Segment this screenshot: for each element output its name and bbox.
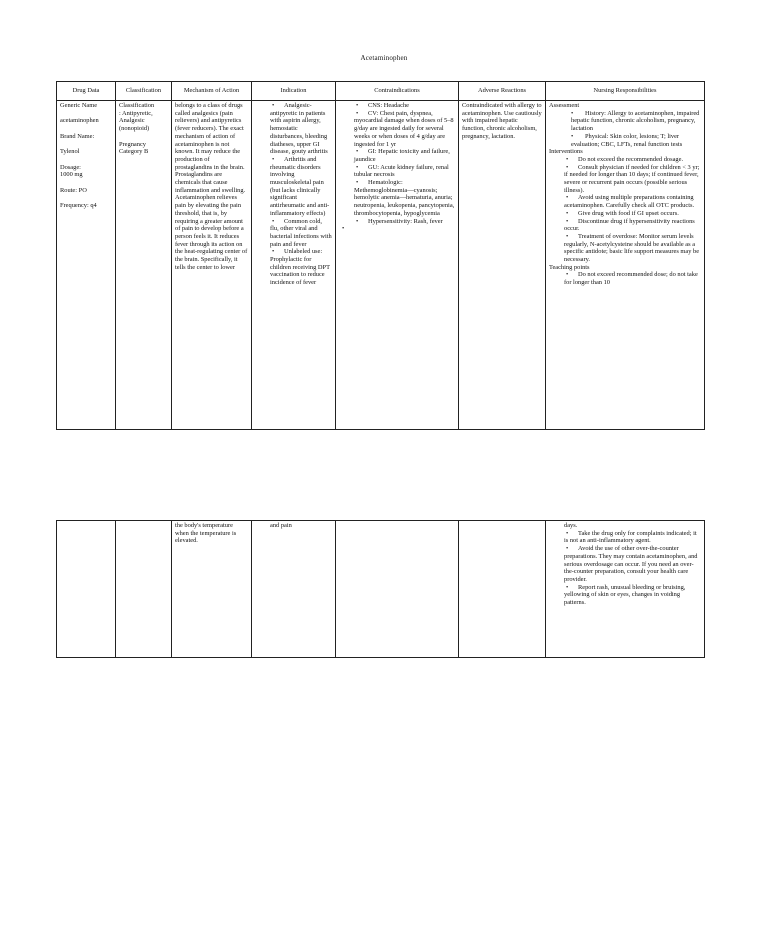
dosage-value: 1000 mg xyxy=(60,171,83,179)
classification-antipyretic: : Antipyretic, xyxy=(119,109,153,117)
interventions-label: Interventions xyxy=(549,148,583,156)
indication-cell xyxy=(252,521,336,658)
header-drug-data: Drug Data xyxy=(57,82,116,101)
drug-table xyxy=(56,81,705,430)
header-mechanism: Mechanism of Action xyxy=(172,82,252,101)
nursing-cell xyxy=(546,101,705,430)
header-contraindications: Contraindications xyxy=(336,82,459,101)
classification-analgesic: Analgesic xyxy=(119,117,145,125)
contraindication-item: • CV: Chest pain, dyspnea, myocardial damage when doses of 5–8 g/day are ingested daily for several weeks or when doses of 4 g/day are ingested for 1 yr xyxy=(339,110,455,149)
header-indication: Indication xyxy=(252,82,336,101)
contraindications-cell xyxy=(336,521,459,658)
teaching-item: • Take the drug only for complaints indicated; it is not an anti-inflammatory agent. xyxy=(549,530,701,545)
assessment-item: • History: Allergy to acetaminophen, impaired hepatic function, chronic alcoholism, pregnancy, lactation xyxy=(549,110,701,133)
contraindication-item: • GU: Acute kidney failure, renal tubular necrosis xyxy=(339,164,455,179)
header-classification: Classification xyxy=(116,82,172,101)
mechanism-cell: belongs to a class of drugs called analgesics (pain relievers) and antipyretics (fever reducers). The exact mechanism of action of acetaminophen is not known. It may reduce the production of prostaglandins in the brain. Prostaglandins are chemicals that cause inflammation and swelling. Acetaminophen relieves pain by elevating the pain threshold, that is, by requiring a greater amount of pain to develop before a person feels it. It reduces fever through its action on the heat-regulating center of the brain. Specifically, it tells the center to lower xyxy=(172,101,252,430)
indication-item: • Arthritis and rheumatic disorders involving musculoskeletal pain (but lacks clinically significant antirheumatic and anti-inflammatory effects) xyxy=(255,156,332,218)
classification-cell xyxy=(116,521,172,658)
intervention-item: • Consult physician if needed for children < 3 yr; if needed for longer than 10 days; if continued fever, severe or recurrent pain occurs (possible serious illness). xyxy=(549,164,701,195)
pregnancy-label: Pregnancy xyxy=(119,140,146,148)
indication-cell xyxy=(252,101,336,430)
teaching-item: • Report rash, unusual bleeding or bruising, yellowing of skin or eyes, changes in voiding patterns. xyxy=(549,584,701,607)
document-title: Acetaminophen xyxy=(360,54,408,62)
drug-table-continued xyxy=(56,520,705,658)
contraindication-item: • Hypersensitivity: Rash, fever xyxy=(339,218,455,226)
contraindication-item: • CNS: Headache xyxy=(339,102,455,110)
drug-data-cell xyxy=(57,101,116,430)
adverse-reactions-cell xyxy=(459,521,546,658)
indication-item: • Unlabeled use: Prophylactic for children receiving DPT vaccination to reduce incidence of fever xyxy=(255,248,332,287)
intervention-item: • Do not exceed the recommended dosage. xyxy=(549,156,701,164)
table-header-row xyxy=(57,82,705,101)
intervention-item: • Avoid using multiple preparations containing acetaminophen. Carefully check all OTC products. xyxy=(549,194,701,209)
teaching-item: • Avoid the use of other over-the-counter preparations. They may contain acetaminophen, and serious overdosage can occur. If you need an over-the-counter preparation, consult your health care provider. xyxy=(549,545,701,584)
classification-cell xyxy=(116,101,172,430)
frequency-value: Frequency: q4 xyxy=(60,202,97,210)
dosage-label: Dosage: xyxy=(60,163,81,171)
header-nursing: Nursing Responsibilities xyxy=(546,82,705,101)
assessment-label: Assessment xyxy=(549,102,580,109)
generic-name-label: Generic Name xyxy=(60,102,98,109)
intervention-item: • Give drug with food if GI upset occurs. xyxy=(549,210,701,218)
assessment-item: • Physical: Skin color, lesions; T; liver evaluation; CBC, LFTs, renal function tests xyxy=(549,133,701,148)
brand-name-value: Tylenol xyxy=(60,148,80,156)
table-row xyxy=(57,521,705,658)
contraindication-item: • GI: Hepatic toxicity and failure, jaundice xyxy=(339,148,455,163)
adverse-reactions-cell: Contraindicated with allergy to acetaminophen. Use cautiously with impaired hepatic function, chronic alcoholism, pregnancy, lactation. xyxy=(459,101,546,430)
classification-nonopioid: (nonopioid) xyxy=(119,125,150,133)
nursing-cell xyxy=(546,521,705,658)
drug-data-cell xyxy=(57,521,116,658)
indication-item: • Analgesic-antipyretic in patients with aspirin allergy, hemostatic disturbances, bleeding diatheses, upper GI disease, gouty arthritis xyxy=(255,102,332,156)
generic-name-value: acetaminophen xyxy=(60,117,99,125)
route-value: Route: PO xyxy=(60,186,87,194)
indication-item: • Common cold, flu, other viral and bacterial infections with pain and fever xyxy=(255,218,332,249)
intervention-item: • Treatment of overdose: Monitor serum levels regularly, N-acetylcysteine should be available as a specific antidote; basic life support measures may be necessary. xyxy=(549,233,701,264)
mechanism-cell: the body's temperature when the temperature is elevated. xyxy=(172,521,252,658)
teaching-item: • Do not exceed recommended dose; do not take for longer than 10 xyxy=(549,271,701,286)
teaching-label: Teaching points xyxy=(549,263,590,271)
header-adverse-reactions: Adverse Reactions xyxy=(459,82,546,101)
pregnancy-category: Category B xyxy=(119,148,149,156)
brand-name-label: Brand Name: xyxy=(60,132,95,140)
intervention-item: • Discontinue drug if hypersensitivity reactions occur. xyxy=(549,218,701,233)
table-row xyxy=(57,101,705,430)
indication-continued: and pain xyxy=(270,522,292,529)
contraindication-item: • Hematologic: Methemoglobinemia—cyanosis; hemolytic anemia—hematuria, anuria; neutropenia, leukopenia, pancytopenia, thrombocytopenia, hypoglycemia xyxy=(339,179,455,218)
contraindications-cell xyxy=(336,101,459,430)
teaching-continued: days. xyxy=(564,522,578,529)
classification-label: Classification xyxy=(119,102,155,109)
